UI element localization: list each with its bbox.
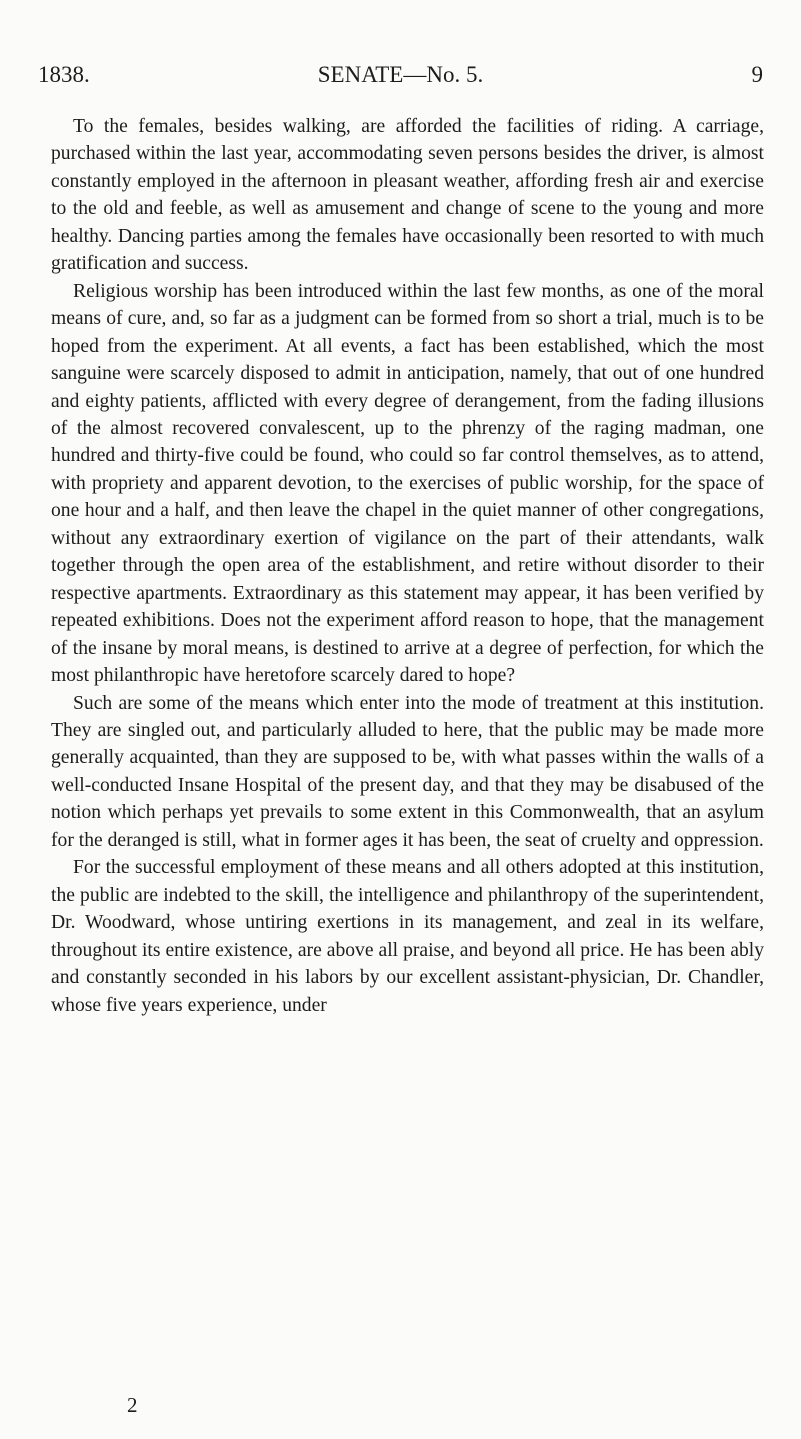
header-year: 1838. [38,62,90,87]
body-text [51,113,764,1019]
running-title: SENATE—No. 5. [317,62,484,87]
page-number: 9 [751,62,763,87]
paragraph-religious-worship: Religious worship has been introduced within the last few months, as one of the moral means of cure, and, so far as a judgment can be formed from so short a trial, much is to be hoped from the experiment. At all events, a fact has been established, which the most sanguine were scarcely disposed to admit in anticipation, namely, that out of one hundred and eighty patients, afflicted with every degree of derangement, from the fading illusions of the almost recovered convalescent, up to the phrenzy of the raging madman, one hundred and thirty-five could be found, who could so far control themselves, as to attend, with propriety and apparent devotion, to the exercises of public worship, for the space of one hour and a half, and then leave the chapel in the quiet manner of other congregations, without any extraordinary exertion of vigilance on the part of their attendants, walk together through the open area of the establishment, and retire without disorder to their respective apartments. Extraordinary as this statement may appear, it has been verified by repeated exhibitions. Does not the experiment afford reason to hope, that the management of the insane by moral means, is destined to arrive at a degree of perfection, for which the most philanthropic have heretofore scarcely dared to hope? [51,280,764,687]
paragraph-riding: To the females, besides walking, are afforded the facilities of riding. A carriage, purchased within the last year, accommodating seven persons besides the driver, is almost constantly employed in the afternoon in pleasant weather, affording fresh air and exercise to the old and feeble, as well as amusement and change of scene to the young and more healthy. Dancing parties among the females have occasionally been resorted to with much gratification and success. [51,116,764,275]
paragraph-superintendent: For the successful employment of these means and all others adopted at this institution, the public are indebted to the skill, the intelligence and philanthropy of the superintendent, Dr. Woodward, whose untiring exertions in its management, and zeal in its welfare, throughout its entire existence, are above all praise, and beyond all price. He has been ably and constantly seconded in his labors by our excellent assistant-physician, Dr. Chandler, whose five years experience, under [51,857,764,1016]
signature-mark: 2 [127,1393,138,1417]
paragraph-means-of-treatment: Such are some of the means which enter into the mode of treatment at this institution. They are singled out, and particularly alluded to here, that the public may be made more generally acquainted, than they are supposed to be, with what passes within the walls of a well-conducted Insane Hospital of the present day, and that they may be disabused of the notion which perhaps yet prevails to some extent in this Commonwealth, that an asylum for the deranged is still, what in former ages it has been, the seat of cruelty and oppression. [51,692,764,851]
page-header [38,62,763,102]
